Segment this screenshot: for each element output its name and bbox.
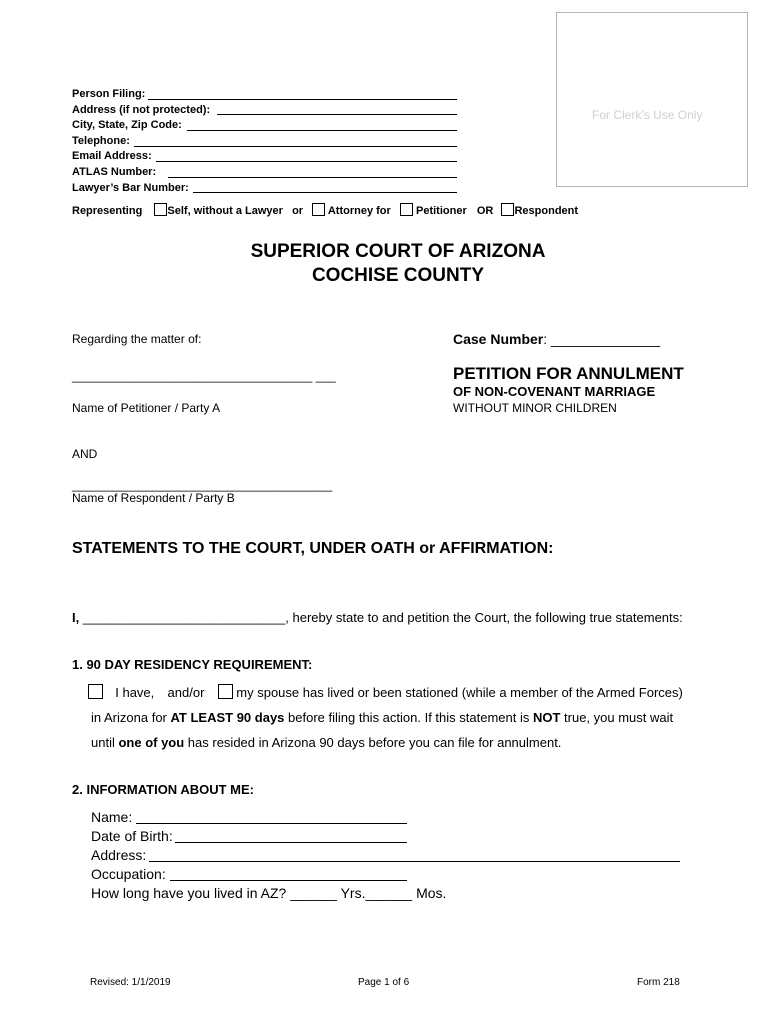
intro-rest: , hereby state to and petition the Court, the following true statements: (285, 610, 683, 625)
and-or-label: and/or (167, 685, 205, 700)
representing-label: Representing (72, 205, 143, 217)
bar-number-label: Lawyer’s Bar Number: (72, 181, 189, 194)
name-field[interactable] (136, 823, 407, 824)
page-number: Page 1 of 6 (358, 977, 410, 988)
statements-heading: STATEMENTS TO THE COURT, UNDER OATH or AFFIRMATION: (72, 540, 554, 557)
petitioner-name-line[interactable]: ____________________________________ ___ (72, 369, 336, 383)
section2-heading: 2. INFORMATION ABOUT ME: (72, 782, 254, 797)
respondent-name-line[interactable]: _______________________________________ (72, 478, 333, 492)
i-have-checkbox[interactable] (88, 684, 103, 699)
form-number: Form 218 (637, 977, 680, 988)
atlas-field[interactable] (168, 177, 457, 178)
telephone-field[interactable] (134, 146, 457, 147)
dob-label: Date of Birth: (91, 828, 173, 844)
petitioner-name-label: Name of Petitioner / Party A (72, 401, 221, 415)
residency-text: true, you must wait (560, 710, 674, 725)
person-filing-field[interactable] (148, 99, 457, 100)
email-field[interactable] (156, 161, 457, 162)
or-upper-label: OR (476, 205, 494, 217)
bar-number-field[interactable] (193, 192, 457, 193)
residency-emphasis: NOT (532, 710, 561, 725)
court-name: SUPERIOR COURT OF ARIZONA (250, 241, 546, 262)
address-field-2[interactable] (149, 861, 680, 862)
self-label: Self, without a Lawyer (167, 205, 283, 217)
clerk-use-box (556, 12, 748, 187)
how-long-az: How long have you lived in AZ? ______ Yrs.______ Mos. (91, 885, 447, 901)
section1-heading: 1. 90 DAY RESIDENCY REQUIREMENT: (72, 657, 313, 672)
name-label: Name: (91, 809, 133, 825)
city-state-zip-field[interactable] (187, 130, 457, 131)
email-label: Email Address: (72, 150, 152, 163)
atlas-label: ATLAS Number: (72, 165, 157, 178)
petitioner-label: Petitioner (416, 205, 467, 217)
county-name: COCHISE COUNTY (311, 265, 485, 286)
filer-info-block (72, 87, 210, 196)
respondent-checkbox[interactable] (501, 203, 514, 216)
document-subtitle: OF NON-COVENANT MARRIAGE (453, 384, 656, 399)
clerk-use-label: For Clerk’s Use Only (592, 108, 703, 122)
intro-statement (72, 610, 683, 625)
address-label: Address: (91, 847, 147, 863)
address-field[interactable] (217, 114, 457, 115)
and-label: AND (72, 447, 98, 461)
case-number (453, 331, 660, 347)
residency-text: before filing this action. If this statement is (284, 710, 533, 725)
spouse-checkbox[interactable] (218, 684, 233, 699)
revised-date: Revised: 1/1/2019 (90, 977, 171, 988)
person-filing-label: Person Filing: (72, 88, 146, 100)
residency-line-3 (91, 735, 561, 750)
residency-text: in Arizona for (91, 710, 171, 725)
intro-name-field[interactable]: ____________________________ (82, 610, 286, 625)
city-state-zip-label: City, State, Zip Code: (72, 119, 182, 132)
self-checkbox[interactable] (154, 203, 167, 216)
telephone-label: Telephone: (72, 134, 130, 147)
petitioner-checkbox[interactable] (400, 203, 413, 216)
document-title: PETITION FOR ANNULMENT (453, 364, 684, 383)
i-have-label: I have, (115, 685, 155, 700)
dob-field[interactable] (175, 842, 407, 843)
residency-options (88, 684, 683, 700)
residency-emphasis: AT LEAST 90 days (170, 710, 285, 725)
representing-row (72, 203, 578, 217)
attorney-label: Attorney for (327, 205, 391, 217)
occupation-label: Occupation: (91, 866, 166, 882)
spouse-label: my spouse has lived or been stationed (while a member of the Armed Forces) (236, 685, 683, 700)
respondent-label: Respondent (514, 205, 579, 217)
respondent-name-label: Name of Respondent / Party B (72, 491, 235, 505)
case-number-label: Case Number (453, 331, 544, 347)
attorney-checkbox[interactable] (312, 203, 325, 216)
address-label: Address (if not protected): (72, 103, 211, 116)
occupation-field[interactable] (170, 880, 407, 881)
residency-emphasis: one of you (118, 735, 185, 750)
residency-text: until (91, 735, 119, 750)
regarding-label: Regarding the matter of: (72, 332, 202, 346)
intro-i: I, (72, 610, 83, 625)
case-number-field[interactable]: : ______________ (543, 331, 661, 347)
or-label: or (292, 205, 304, 217)
residency-text: has resided in Arizona 90 days before you can file for annulment. (184, 735, 562, 750)
residency-line-2 (91, 710, 673, 725)
document-subtitle-2: WITHOUT MINOR CHILDREN (453, 401, 617, 415)
